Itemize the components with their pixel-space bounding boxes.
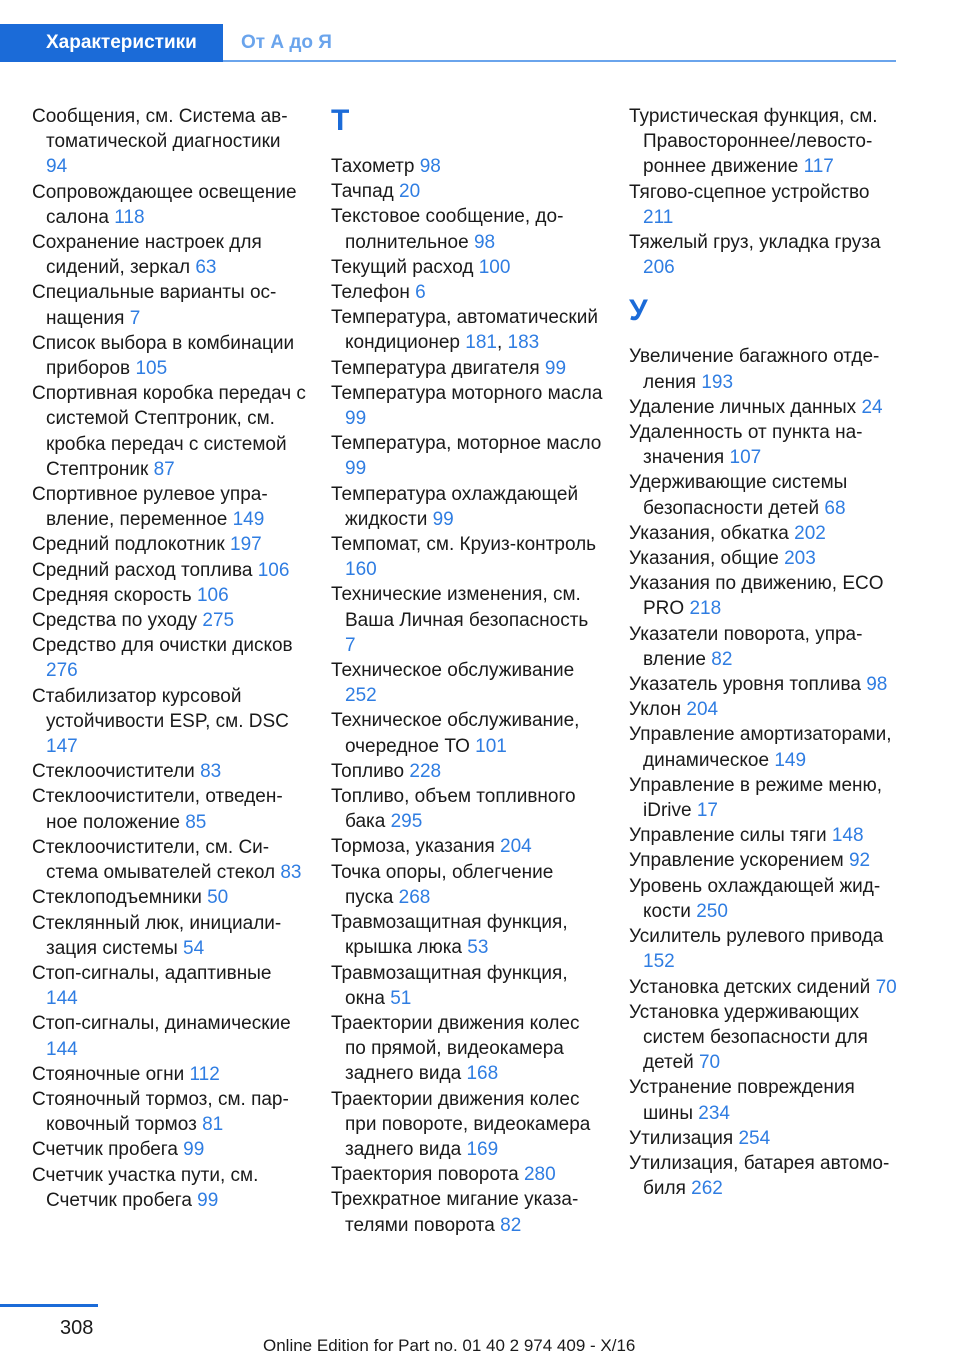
index-entry-text: Техническое обслуживание — [331, 660, 575, 682]
page-link[interactable]: 118 — [114, 206, 145, 228]
page-link[interactable]: 63 — [195, 257, 217, 279]
index-entry-text: Удаление личных данных — [629, 396, 857, 418]
index-entry — [331, 708, 603, 758]
index-entry — [32, 1062, 306, 1087]
index-entry-text: Топливо, объем топливного бака — [331, 786, 576, 833]
index-entry-text: Специальные варианты оснащения — [32, 282, 277, 329]
index-entry-text: Средний расход топлива — [32, 559, 253, 581]
index-entry-text: Стоп-сигналы, динамические — [32, 1013, 291, 1035]
page-link[interactable]: 262 — [691, 1178, 723, 1200]
page-link[interactable]: 98 — [419, 156, 441, 177]
tab-characteristics[interactable]: Характеристики — [0, 24, 223, 62]
index-entry — [32, 482, 306, 532]
page-link[interactable]: 202 — [794, 522, 826, 544]
index-entry-text: Сопровождающее освещение салона — [32, 181, 297, 228]
index-entry — [331, 381, 603, 431]
index-entry-text: Технические изменения, см. Ваша Личная безопасность — [331, 584, 589, 631]
index-entry-text: Управление амортизаторами, динамическое — [629, 724, 892, 771]
page-link[interactable]: 148 — [831, 825, 864, 847]
page-link[interactable]: 82 — [500, 1214, 522, 1236]
index-entry-text: Устранение повреждения шины — [629, 1077, 855, 1124]
index-entry — [331, 1187, 603, 1237]
index-entry — [32, 558, 306, 583]
page-link[interactable]: 234 — [698, 1102, 730, 1124]
page-link[interactable]: 211 — [643, 206, 674, 228]
index-entry — [32, 1087, 306, 1137]
page-link[interactable]: 169 — [466, 1138, 499, 1160]
index-entry-text: Точка опоры, облегчение пуска — [331, 861, 554, 908]
page-link[interactable]: 204 — [686, 699, 719, 721]
index-entry — [32, 532, 306, 557]
page-link[interactable]: 99 — [544, 357, 567, 379]
page-link[interactable]: 83 — [280, 862, 302, 884]
page-link[interactable]: 100 — [478, 256, 511, 278]
page-link[interactable]: 99 — [183, 1139, 205, 1161]
index-entry — [331, 356, 603, 381]
index-entry — [32, 633, 306, 683]
index-entry — [629, 924, 904, 974]
footer-edition: Online Edition for Part no. 01 40 2 974 409 - X/16 — [263, 1336, 636, 1355]
heading-gap — [331, 142, 603, 154]
index-entry — [629, 848, 904, 873]
page-link[interactable]: 99 — [197, 1189, 219, 1211]
index-entry — [629, 823, 904, 848]
index-entry-text: Стеклоочистители, см. Система омывателей стекол — [32, 836, 276, 884]
page-link[interactable]: 144 — [46, 1038, 78, 1060]
index-entry — [629, 571, 904, 621]
page-link[interactable]: 50 — [207, 887, 229, 909]
page-link[interactable]: 98 — [866, 674, 888, 696]
page-link[interactable]: 268 — [398, 886, 431, 908]
index-entry — [331, 582, 603, 658]
index-entry-text: Траектория поворота — [331, 1164, 519, 1186]
index-entry — [32, 230, 306, 280]
index-entry-text: Управление ускорением — [629, 850, 844, 872]
index-entry-text: Утилизация, батарея автомобиля — [629, 1152, 890, 1200]
page-link[interactable]: 53 — [467, 937, 489, 959]
page-link[interactable]: 101 — [475, 735, 507, 757]
index-entry — [331, 1087, 603, 1163]
index-column-2 — [331, 104, 603, 1238]
index-entry — [629, 773, 904, 823]
index-entry-text: Туристическая функция, см. Правостороннее/левостороннее движение — [629, 106, 878, 178]
index-entry-text: Травмозащитная функция, крышка люка — [331, 912, 568, 959]
page-link[interactable]: 17 — [696, 800, 718, 822]
page-link[interactable]: 70 — [875, 976, 897, 998]
index-column-1 — [32, 104, 306, 1213]
page-link[interactable]: 250 — [696, 900, 728, 922]
heading-gap — [629, 332, 904, 344]
page-link[interactable]: 70 — [698, 1052, 721, 1074]
index-entry — [629, 420, 904, 470]
index-entry-text: Тягово-сцепное устройство — [629, 181, 870, 203]
index-entry-text: Стеклоочистители, отведенное положение — [32, 786, 283, 833]
index-entry — [32, 684, 306, 760]
index-entry-text: Тормоза, указания — [331, 836, 495, 858]
index-entry — [32, 180, 306, 230]
index-entry — [331, 255, 603, 280]
index-entry-text: Травмозащитная функция, окна — [331, 962, 568, 1009]
index-entry — [32, 1163, 306, 1213]
page-link[interactable]: 183 — [507, 332, 540, 354]
index-entry — [629, 1126, 904, 1151]
page-link[interactable]: 24 — [861, 396, 883, 418]
index-entry — [331, 834, 603, 859]
index-entry — [331, 961, 603, 1011]
index-entry — [331, 305, 603, 355]
index-entry — [331, 154, 603, 179]
index-entry-text: Стояночные огни — [32, 1063, 185, 1085]
page-link[interactable]: 99 — [345, 458, 367, 480]
page-link[interactable]: 94 — [46, 156, 68, 178]
page-link[interactable]: 149 — [774, 749, 807, 771]
index-entry — [629, 975, 904, 1000]
index-entry-text: Указания, общие — [629, 548, 779, 570]
index-entry-text: Указания по движению, ECO PRO — [629, 573, 884, 620]
index-entry-text: Телефон — [331, 282, 410, 304]
index-entry — [331, 1011, 603, 1087]
index-entry-text: Сообщения, см. Система автоматической диагностики — [32, 106, 288, 153]
index-entry — [629, 344, 904, 394]
page-link[interactable]: 203 — [784, 548, 816, 570]
index-entry-text: Утилизация — [629, 1127, 734, 1149]
index-entry-text: Удаленность от пункта назначения — [629, 422, 863, 469]
index-entry — [32, 608, 306, 633]
index-entry-text: Трехкратное мигание указателями поворота — [331, 1189, 579, 1236]
index-entry — [629, 622, 904, 672]
index-entry — [32, 583, 306, 608]
page-link[interactable]: 92 — [848, 850, 871, 872]
index-entry-text: Температура, моторное масло — [331, 433, 602, 455]
index-entry-text: Стояночный тормоз, см. парковочный тормоз — [32, 1088, 289, 1136]
index-entry-text: Темпомат, см. Круиз-контроль — [331, 534, 597, 556]
page-link[interactable]: 193 — [701, 371, 734, 393]
index-entry-text: Средний подлокотник — [32, 534, 225, 556]
index-entry-text: Средство для очистки дисков — [32, 635, 293, 657]
index-entry-text: Температура, автоматический кондиционер — [331, 307, 598, 354]
page-link[interactable]: 218 — [689, 598, 722, 620]
index-entry-text: Управление в режиме меню, iDrive — [629, 774, 883, 822]
index-entry-text: Средства по уходу — [32, 610, 198, 632]
index-entry-text: Траектории движения колес при повороте, видеокамера заднего вида — [331, 1088, 591, 1160]
index-entry-text: Указатели поворота, управление — [629, 623, 863, 670]
index-entry — [331, 784, 603, 834]
page-link[interactable]: 54 — [183, 937, 205, 959]
index-entry — [629, 1000, 904, 1076]
index-entry — [32, 104, 306, 180]
index-entry-text: Температура моторного масла — [331, 382, 603, 404]
index-entry-text: Стеклянный люк, инициализация системы — [32, 912, 282, 959]
index-entry — [331, 482, 603, 532]
page-link[interactable]: 149 — [232, 509, 265, 531]
index-entry-text: Стабилизатор курсовой устойчивости ESP, см. DSC — [32, 685, 289, 732]
index-entry-text: Увеличение багажного отделения — [629, 346, 880, 393]
index-entry-text: Стоп-сигналы, адаптивные — [32, 962, 272, 984]
index-entry-text: Средняя скорость — [32, 584, 192, 606]
index-entry — [331, 431, 603, 481]
index-entry — [331, 860, 603, 910]
index-entry — [629, 546, 904, 571]
index-entry-text: Уклон — [629, 699, 682, 721]
page-link[interactable]: 160 — [345, 559, 377, 581]
index-entry-text: Траектории движения колес по прямой, видеокамера заднего вида — [331, 1012, 580, 1085]
index-entry — [32, 1011, 306, 1061]
index-entry — [629, 180, 904, 230]
index-entry-text: Топливо — [331, 760, 405, 782]
index-entry — [629, 1075, 904, 1125]
index-entry — [32, 784, 306, 834]
index-entry-text: Указания, обкатка — [629, 522, 789, 544]
index-entry — [331, 532, 603, 582]
index-entry — [629, 470, 904, 520]
index-entry-text: Сохранение настроек для сидений, зеркал — [32, 232, 262, 279]
page-link[interactable]: 168 — [466, 1063, 499, 1085]
index-entry-text: Текущий расход — [331, 256, 474, 278]
page-link[interactable]: 117 — [803, 156, 834, 178]
page-link[interactable]: 144 — [46, 988, 78, 1010]
page-link[interactable]: 276 — [46, 660, 78, 682]
index-entry-text: Температура двигателя — [331, 357, 540, 379]
page-number: 308 — [60, 1317, 94, 1339]
index-entry — [331, 280, 603, 305]
page-link[interactable]: 68 — [824, 497, 846, 519]
index-entry-text: Тачпад — [331, 181, 394, 203]
index-entry — [629, 104, 904, 180]
index-entry — [629, 395, 904, 420]
index-entry-text: Установка детских сидений — [629, 976, 871, 998]
header-divider — [223, 60, 896, 62]
page-link[interactable]: 206 — [643, 257, 675, 279]
index-entry-text: Удерживающие системы безопасности детей — [629, 472, 848, 519]
index-entry-text: Счетчик пробега — [32, 1139, 178, 1161]
page-link[interactable]: 98 — [473, 231, 496, 253]
index-entry-text: Установка удерживающих систем безопасности для детей — [629, 1001, 868, 1074]
index-entry — [629, 521, 904, 546]
index-entry-text: Тяжелый груз, укладка груза — [629, 232, 881, 254]
page-link[interactable]: 181 — [465, 332, 497, 354]
index-entry — [331, 658, 603, 708]
page-link[interactable]: 51 — [390, 987, 412, 1009]
index-entry-text: Указатель уровня топлива — [629, 674, 861, 696]
index-entry — [629, 230, 904, 280]
page-link[interactable]: 99 — [345, 408, 367, 430]
page-link[interactable]: 85 — [185, 811, 207, 833]
index-entry — [32, 1137, 306, 1162]
index-entry — [32, 759, 306, 784]
page-link[interactable]: 252 — [345, 685, 377, 707]
index-letter-heading: У — [629, 294, 648, 328]
index-entry-text: Стеклоподъемники — [32, 887, 202, 909]
index-entry-text: Счетчик участка пути, см. Счетчик пробега — [32, 1164, 259, 1211]
page-link[interactable]: 197 — [230, 534, 262, 556]
page-link[interactable]: 152 — [643, 951, 675, 973]
page-link[interactable]: 275 — [202, 610, 235, 632]
page-link[interactable]: 228 — [409, 760, 442, 782]
page-link[interactable]: 7 — [129, 307, 141, 329]
header-tabs — [0, 24, 896, 62]
index-entry-text: Техническое обслуживание, очередное ТО — [331, 710, 580, 757]
index-entry — [629, 672, 904, 697]
page-link[interactable]: 105 — [135, 358, 168, 380]
page-separator: , — [496, 332, 503, 354]
index-entry — [32, 331, 306, 381]
index-entry — [629, 722, 904, 772]
index-entry — [331, 759, 603, 784]
index-entry — [331, 1162, 603, 1187]
page-link[interactable]: 107 — [729, 447, 762, 469]
index-entry — [32, 280, 306, 330]
page-link[interactable]: 99 — [432, 508, 454, 530]
page-link[interactable]: 295 — [390, 811, 423, 833]
index-entry-text: Температура охлаждающей жидкости — [331, 483, 579, 530]
index-entry — [331, 179, 603, 204]
index-entry — [32, 961, 306, 1011]
index-entry-text: Стеклоочистители — [32, 761, 195, 783]
index-entry-text: Тахометр — [331, 156, 415, 177]
page-link[interactable]: 7 — [345, 634, 356, 656]
page-link[interactable]: 106 — [257, 559, 290, 581]
index-entry-text: Список выбора в комбинации приборов — [32, 332, 295, 380]
page-link[interactable]: 81 — [202, 1114, 224, 1136]
page-link[interactable]: 280 — [523, 1164, 556, 1186]
page-link[interactable]: 204 — [500, 836, 532, 858]
page-link[interactable]: 82 — [711, 648, 733, 670]
index-entry-text: Спортивная коробка передач с системой Стептроник, см. кробка передач с системой Стептроник — [32, 383, 306, 480]
index-entry-text: Спортивное рулевое управление, переменное — [32, 484, 268, 531]
index-entry — [629, 1151, 904, 1201]
page-number-rule — [0, 1304, 98, 1307]
index-entry — [331, 910, 603, 960]
page-link[interactable]: 254 — [738, 1127, 771, 1149]
index-entry — [32, 835, 306, 885]
index-entry — [629, 697, 904, 722]
page-link[interactable]: 83 — [200, 761, 222, 783]
section-gap — [629, 280, 904, 294]
index-entry-text: Управление силы тяги — [629, 825, 827, 847]
index-entry-text: Усилитель рулевого привода — [629, 926, 884, 948]
page-link[interactable]: 6 — [415, 282, 426, 304]
index-entry-text: Текстовое сообщение, дополнительное — [331, 206, 564, 253]
index-entry — [32, 885, 306, 910]
index-entry — [32, 911, 306, 961]
tab-a-to-z[interactable]: От А до Я — [241, 32, 332, 53]
index-column-3 — [629, 104, 904, 1201]
page-link[interactable]: 20 — [399, 181, 421, 203]
page-link[interactable]: 106 — [196, 584, 229, 606]
index-entry — [331, 204, 603, 254]
index-entry — [629, 874, 904, 924]
index-entry-text: Уровень охлаждающей жидкости — [629, 875, 881, 922]
page-link[interactable]: 112 — [189, 1063, 220, 1085]
index-entry — [32, 381, 306, 482]
page-link[interactable]: 147 — [46, 736, 78, 758]
index-letter-heading: Т — [331, 104, 350, 137]
page-link[interactable]: 87 — [153, 458, 175, 480]
